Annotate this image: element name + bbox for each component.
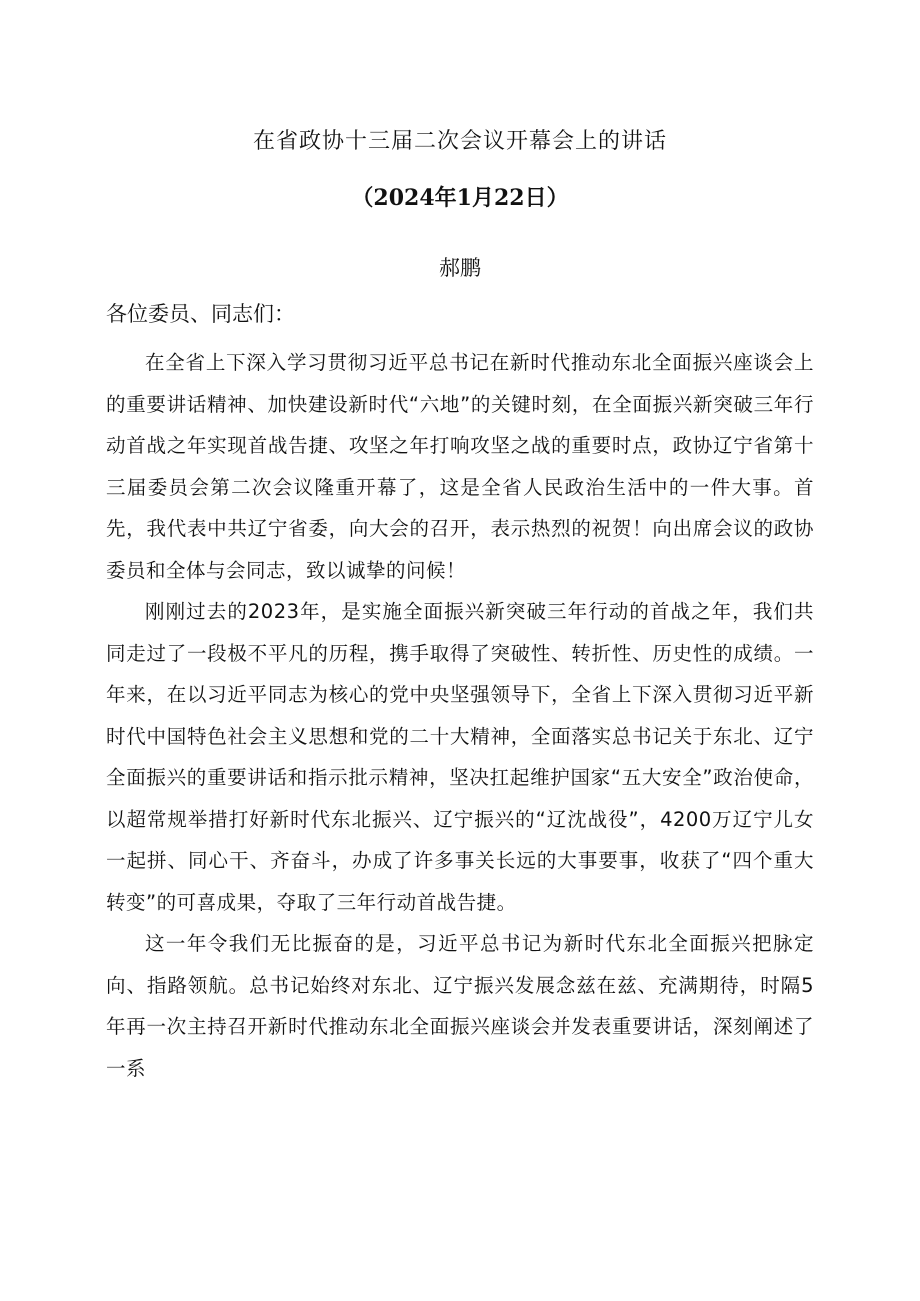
- salutation: 各位委员、同志们：: [106, 302, 295, 326]
- document-author: 郝鹏: [439, 256, 481, 280]
- paragraph-3: 这一年令我们无比振奋的是，习近平总书记为新时代东北全面振兴把脉定向、指路领航。总书记始终对东北、辽宁振兴发展念兹在兹、充满期待，时隔5年再一次主持召开新时代推动东北全面振兴座谈会并发表重要讲话，深刻阐述了一系: [106, 932, 814, 1080]
- document-title: 在省政协十三届二次会议开幕会上的讲话: [252, 129, 667, 154]
- document-body: [106, 342, 814, 1089]
- paragraph-2: 刚刚过去的2023年，是实施全面振兴新突破三年行动的首战之年，我们共同走过了一段极不平凡的历程，携手取得了突破性、转折性、历史性的成绩。一年来，在以习近平同志为核心的党中央坚强领导下，全省上下深入贯彻习近平新时代中国特色社会主义思想和党的二十大精神，全面落实总书记关于东北、辽宁全面振兴的重要讲话和指示批示精神，坚决扛起维护国家“五大安全”政治使命，以超常规举措打好新时代东北振兴、辽宁振兴的“辽沈战役”，4200万辽宁儿女一起拼、同心干、齐奋斗，办成了许多事关长远的大事要事，收获了“四个重大转变”的可喜成果，夺取了三年行动首战告捷。: [106, 600, 814, 914]
- document-date: （2024年1月22日）: [351, 185, 569, 211]
- paragraph-1: 在全省上下深入学习贯彻习近平总书记在新时代推动东北全面振兴座谈会上的重要讲话精神、加快建设新时代“六地”的关键时刻，在全面振兴新突破三年行动首战之年实现首战告捷、攻坚之年打响攻坚之战的重要时点，政协辽宁省第十三届委员会第二次会议隆重开幕了，这是全省人民政治生活中的一件大事。首先，我代表中共辽宁省委，向大会的召开，表示热烈的祝贺！向出席会议的政协委员和全体与会同志，致以诚挚的问候！: [106, 351, 814, 582]
